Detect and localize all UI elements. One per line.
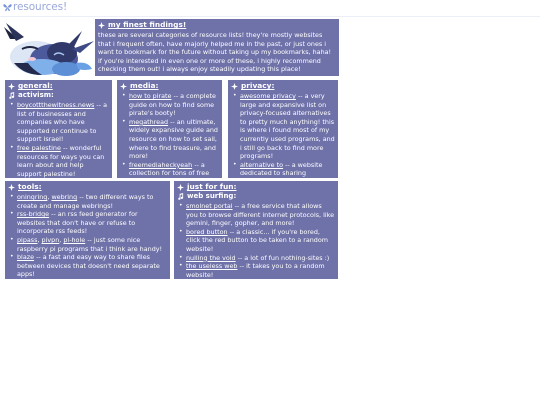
activism-subtitle: activism: <box>18 91 54 100</box>
item-description: -- a lot of fun nothing-sites :) <box>235 253 330 262</box>
sparkle-icon <box>177 184 184 191</box>
free-palestine-link[interactable]: free palestine <box>17 143 61 152</box>
item-description: -- just some nice raspberry pi programs that i think are handy! <box>17 235 163 253</box>
bullet-icon: • <box>179 253 183 261</box>
general-title: general: <box>18 81 53 91</box>
bullet-icon: • <box>122 92 126 99</box>
list-item <box>177 202 335 228</box>
list-item <box>231 161 335 178</box>
bluesky-butterfly-icon <box>3 3 12 12</box>
item-description: -- a classic... if you're bored, click the red button to be taken to a random website! <box>186 227 329 253</box>
item-description: -- a list of businesses and companies who have supported or continue to support israel! <box>17 101 107 144</box>
item-description: -- a complete guide on how to find some pirate's booty! <box>129 92 216 118</box>
bullet-icon: • <box>179 262 183 270</box>
useless-web-link[interactable]: the useless web <box>186 262 238 271</box>
bullet-icon: • <box>122 160 126 168</box>
media-title: media: <box>130 81 159 91</box>
bullet-icon: • <box>179 202 183 209</box>
item-description: -- an rss feed generator for websites that don't have or refuse to incorporate rss feeds! <box>17 210 138 236</box>
item-description: -- a free service that allows you to browse different internet protocols, like gemini, finger, gopher, and more! <box>186 202 335 228</box>
how-to-pirate-link[interactable]: how to pirate <box>129 92 172 100</box>
nulling-the-void-link[interactable]: nulling the void <box>186 253 236 262</box>
music-note-icon <box>8 92 15 99</box>
list-item <box>177 228 335 254</box>
list-item: • pipass, pivpn, pi-hole -- just some nice raspberry pi programs that i think are handy! <box>10 235 163 253</box>
sparkle-icon <box>8 184 15 191</box>
sparkle-icon <box>8 83 15 90</box>
freemediaheckyeah-link[interactable]: freemediaheckyeah <box>129 160 193 169</box>
bullet-icon: • <box>10 253 14 261</box>
list-item <box>177 262 335 279</box>
media-list <box>120 92 219 178</box>
item-description: -- a collection for tons of free <box>129 160 210 178</box>
fun-title: just for fun: <box>187 182 237 192</box>
general-panel <box>5 80 112 178</box>
bullet-icon: • <box>10 143 14 151</box>
list-item <box>177 254 335 263</box>
tools-title: tools: <box>18 182 42 192</box>
webring-link[interactable]: webring <box>51 193 78 201</box>
oningring-link[interactable]: oningring <box>17 193 48 201</box>
music-note-icon <box>177 193 184 200</box>
fun-panel <box>174 181 338 279</box>
list-item <box>120 92 219 118</box>
pi-hole-link[interactable]: pi-hole <box>63 235 86 244</box>
privacy-panel <box>228 80 338 178</box>
boycott-link[interactable]: boycottthewitness.news <box>17 101 95 109</box>
bullet-icon: • <box>122 117 126 125</box>
top-bar <box>0 0 540 17</box>
list-item <box>231 92 335 161</box>
rss-bridge-link[interactable]: rss-bridge <box>17 210 50 219</box>
bullet-icon: • <box>10 193 14 200</box>
megathread-link[interactable]: megathread <box>129 117 169 126</box>
item-description: -- wonderful resources for ways you can learn about and help support palestine! <box>17 143 105 178</box>
item-description: -- a fast and easy way to share files between devices that doesn't need separate apps! <box>17 253 160 279</box>
list-item <box>8 210 167 236</box>
awesome-privacy-link[interactable]: awesome privacy <box>240 92 296 100</box>
alternative-to-link[interactable]: alternative to <box>240 160 284 169</box>
pipass-link[interactable]: pipass <box>17 235 38 244</box>
list-item <box>8 101 109 144</box>
item-description: -- two different ways to create and manage webrings! <box>17 193 154 210</box>
tools-panel <box>5 181 170 279</box>
item-description: -- a website dedicated to sharing <box>240 160 323 178</box>
media-panel <box>117 80 222 178</box>
tools-list <box>8 193 167 279</box>
web-surfing-subtitle: web surfing: <box>187 192 237 201</box>
item-description: -- a very large and expansive list on privacy-focused alternatives to pretty much anything! this is where i found most of my currently used programs, and i still go back to find more programs! <box>240 92 335 161</box>
bored-button-link[interactable]: bored button <box>186 227 228 236</box>
sparkle-icon <box>231 83 238 90</box>
sparkle-icon <box>120 83 127 90</box>
bullet-icon: • <box>10 235 14 243</box>
bullet-icon: • <box>233 160 237 168</box>
intro-text: these are several categories of resource lists! they're mostly websites that i frequent often, have majorly helped me in the past, or just ones i want to bookmark for the future without taking up my bookmarks, haha! if you're interested in even one or more of these, i highly recommend checking them out! i always enjoy steadily updating this place! <box>98 31 332 74</box>
list-item <box>120 118 219 161</box>
privacy-title: privacy: <box>241 81 275 91</box>
bullet-icon: • <box>10 210 14 218</box>
list-item <box>120 161 219 178</box>
page-title: resources! <box>13 1 68 13</box>
smolnet-portal-link[interactable]: smolnet portal <box>186 202 233 210</box>
item-description: -- it takes you to a random website! <box>186 262 325 279</box>
bullet-icon: • <box>179 227 183 235</box>
intro-title: my finest findings! <box>108 20 187 30</box>
list-item: • oningring, webring -- two different ways to create and manage webrings! <box>10 193 154 210</box>
list-item <box>8 144 109 178</box>
blaze-link[interactable]: blaze <box>17 253 35 262</box>
web-surfing-list <box>177 202 335 279</box>
sparkle-icon <box>98 22 105 29</box>
privacy-list <box>231 92 335 178</box>
pivpn-link[interactable]: pivpn <box>41 235 60 244</box>
activism-list <box>8 101 109 178</box>
bullet-icon: • <box>233 92 237 99</box>
list-item <box>8 253 167 279</box>
sleeping-creature-illustration <box>2 19 96 81</box>
item-description: -- an ultimate, widely expansive guide and resource on how to set sail, where to find treasure, and more! <box>129 117 218 161</box>
intro-panel <box>95 19 339 76</box>
bullet-icon: • <box>10 101 14 108</box>
